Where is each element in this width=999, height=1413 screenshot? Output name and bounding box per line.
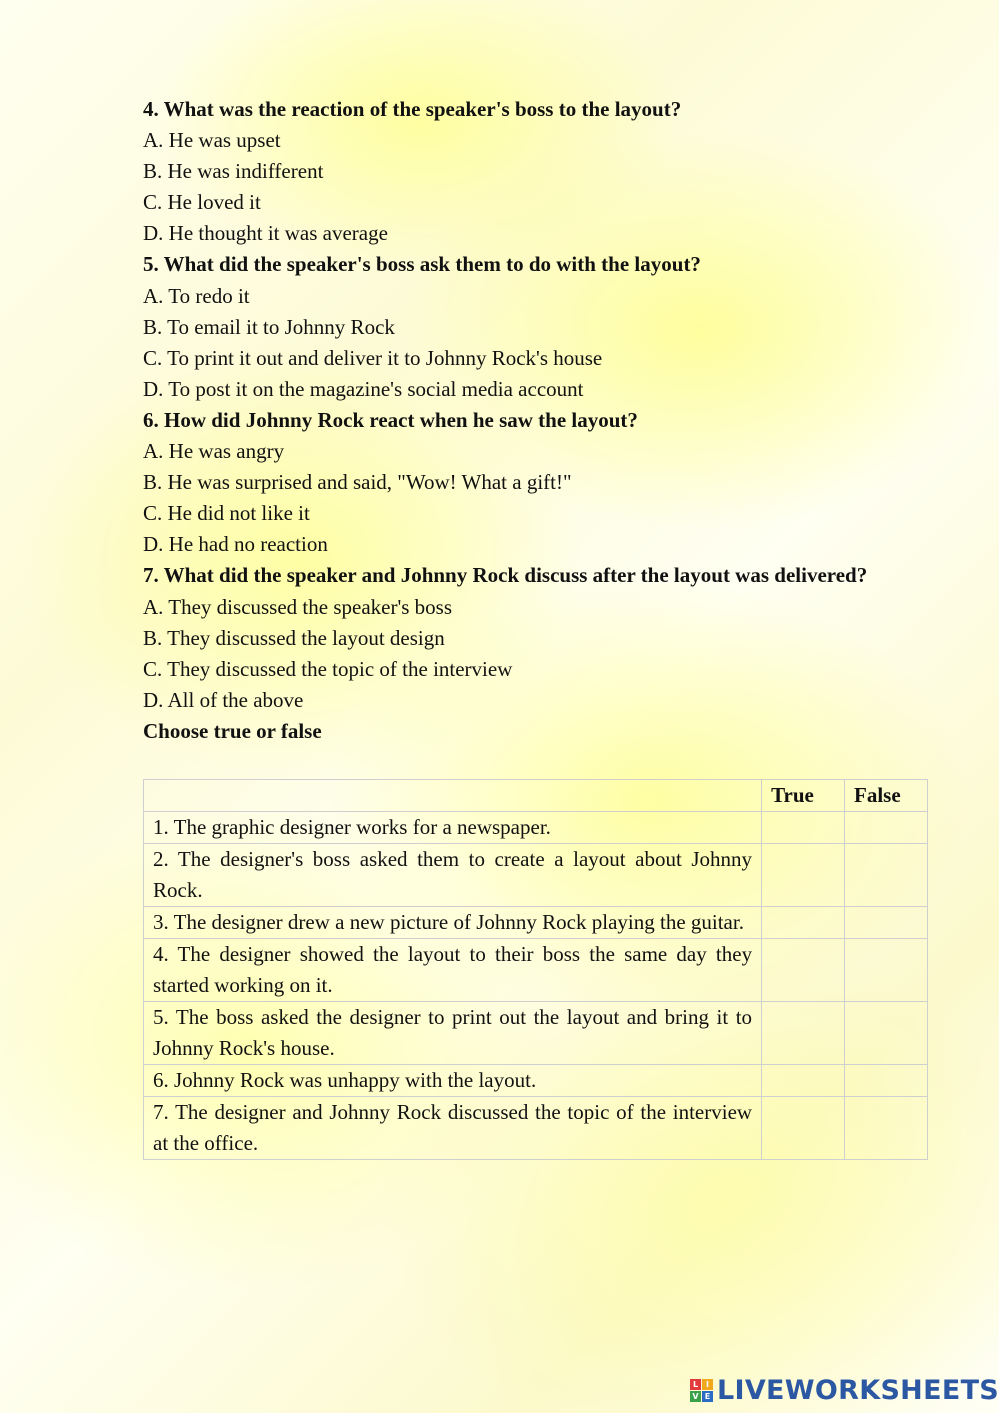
true-false-table [143, 779, 928, 1160]
question-6-option-d: D. He had no reaction [143, 532, 328, 557]
logo-text: LIVEWORKSHEETS [717, 1374, 999, 1406]
table-row [144, 1002, 928, 1065]
question-4: 4. What was the reaction of the speaker's boss to the layout? [143, 97, 682, 121]
table-row [144, 844, 928, 907]
question-7: 7. What did the speaker and Johnny Rock discuss after the layout was delivered? [143, 563, 868, 588]
logo-letter-i: I [702, 1379, 713, 1390]
question-4-option-d: D. He thought it was average [143, 221, 388, 246]
statement-2-true-cell[interactable] [762, 844, 845, 907]
question-5: 5. What did the speaker's boss ask them to do with the layout? [143, 252, 701, 277]
statement-4-true-cell[interactable] [762, 939, 845, 1002]
question-5-option-a: A. To redo it [143, 283, 250, 308]
question-5-option-b: B. To email it to Johnny Rock [143, 314, 395, 339]
table-row [144, 812, 928, 844]
question-7-option-b: B. They discussed the layout design [143, 625, 445, 650]
statement-1-true-cell[interactable] [762, 812, 845, 844]
statement-column-header [144, 780, 762, 812]
statement-3: 3. The designer drew a new picture of Johnny Rock playing the guitar. [144, 907, 762, 939]
question-6-option-c: C. He did not like it [143, 501, 310, 526]
questions-section [143, 94, 928, 747]
table-row [144, 1097, 928, 1160]
false-column-header: False [845, 780, 928, 812]
statement-3-false-cell[interactable] [845, 907, 928, 939]
statement-7-true-cell[interactable] [762, 1097, 845, 1160]
statement-5-false-cell[interactable] [845, 1002, 928, 1065]
statement-1-false-cell[interactable] [845, 812, 928, 844]
true-column-header: True [762, 780, 845, 812]
true-false-heading: Choose true or false [143, 718, 322, 743]
table-row [144, 907, 928, 939]
question-5-option-d: D. To post it on the magazine's social media account [143, 376, 584, 401]
question-4-option-b: B. He was indifferent [143, 159, 324, 184]
logo-icon [690, 1379, 713, 1402]
table-header-row [144, 780, 928, 812]
question-7-option-a: A. They discussed the speaker's boss [143, 594, 453, 619]
statement-4-false-cell[interactable] [845, 939, 928, 1002]
question-6-option-a: A. He was angry [143, 439, 285, 464]
statement-4: 4. The designer showed the layout to their boss the same day they started working on it. [144, 939, 762, 1002]
statement-5-true-cell[interactable] [762, 1002, 845, 1065]
table-row [144, 1065, 928, 1097]
question-6-option-b: B. He was surprised and said, "Wow! What a gift!" [143, 470, 572, 495]
question-5-option-c: C. To print it out and deliver it to Johnny Rock's house [143, 345, 603, 370]
question-6: 6. How did Johnny Rock react when he saw the layout? [143, 407, 638, 432]
question-4-option-c: C. He loved it [143, 190, 261, 215]
logo-letter-v: V [690, 1391, 701, 1402]
logo-letter-e: E [702, 1391, 713, 1402]
statement-7: 7. The designer and Johnny Rock discussed the topic of the interview at the office. [144, 1097, 762, 1160]
statement-1: 1. The graphic designer works for a newspaper. [144, 812, 762, 844]
statement-6-false-cell[interactable] [845, 1065, 928, 1097]
statement-2: 2. The designer's boss asked them to create a layout about Johnny Rock. [144, 844, 762, 907]
logo-letter-l: L [690, 1379, 701, 1390]
question-4-option-a: A. He was upset [143, 128, 281, 153]
statement-6: 6. Johnny Rock was unhappy with the layout. [144, 1065, 762, 1097]
statement-7-false-cell[interactable] [845, 1097, 928, 1160]
statement-2-false-cell[interactable] [845, 844, 928, 907]
statement-6-true-cell[interactable] [762, 1065, 845, 1097]
table-row [144, 939, 928, 1002]
question-7-option-d: D. All of the above [143, 687, 304, 712]
question-7-option-c: C. They discussed the topic of the interview [143, 656, 513, 681]
statement-5: 5. The boss asked the designer to print out the layout and bring it to Johnny Rock's house. [144, 1002, 762, 1065]
statement-3-true-cell[interactable] [762, 907, 845, 939]
liveworksheets-logo [690, 1370, 999, 1410]
